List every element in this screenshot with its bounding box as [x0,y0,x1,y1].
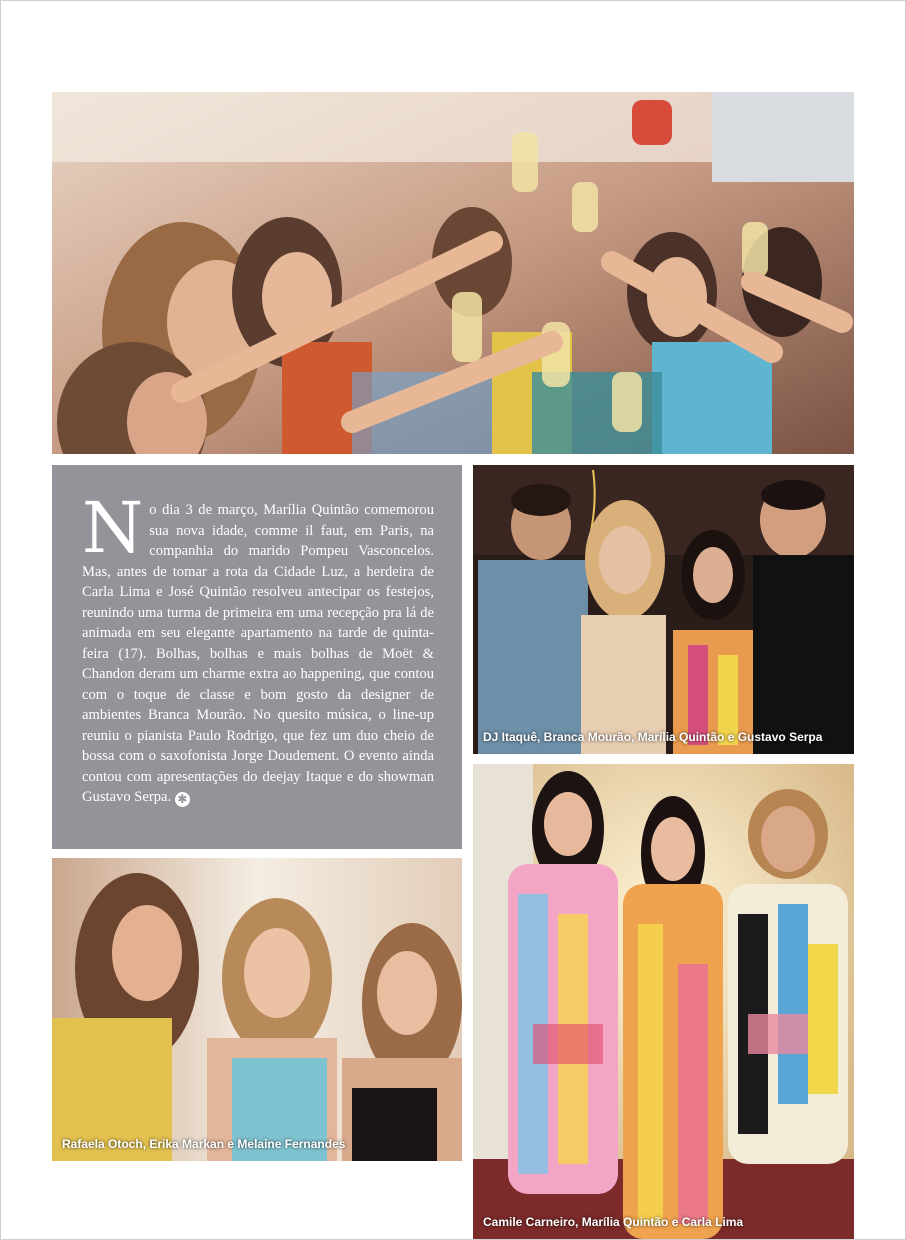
toast-photo [52,92,854,454]
toast-photo-image [52,92,854,454]
trio-caption: Rafaela Otoch, Erika Markan e Melaine Fernandes [62,1137,346,1151]
article-body: o dia 3 de março, Marília Quintão comemorou sua nova idade, comme il faut, em Paris, na companhia do marido Pompeu Vasconcelos. Mas, antes de tomar a rota da Cidade Luz, a herdeira de Carla Lima e José Quintão resolveu antecipar os festejos, reunindo uma turma de primeira em uma recepção pra lá de animada em seu elegante apartamento na tarde de quinta-feira (17). Bolhas, bolhas e mais bolhas de Moët & Chandon deram um charme extra ao happening, que contou com o toque de classe e bom gosto da designer de ambientes Branca Mourão. No quesito música, o line-up reuniu o pianista Paulo Rodrigo, que fez um duo cheio de bossa com o saxofonista Jorge Doudement. O evento ainda contou com apresentações do deejay Itaque e do showman Gustavo Serpa. [82,502,434,805]
article-box [52,465,462,849]
trio-photo-image [52,858,462,1161]
dropcap: N [82,487,144,569]
end-mark-icon: ✱ [175,792,190,807]
dj-group-photo-image [473,465,854,754]
camile-caption: Camile Carneiro, Marília Quintão e Carla Lima [483,1215,744,1229]
dj-group-photo [473,465,854,754]
dj-group-caption: DJ Itaquê, Branca Mourão, Marília Quintão e Gustavo Serpa [483,730,823,744]
article-text [82,487,434,808]
camile-photo-image [473,764,854,1239]
camile-photo [473,764,854,1239]
trio-photo [52,858,462,1161]
